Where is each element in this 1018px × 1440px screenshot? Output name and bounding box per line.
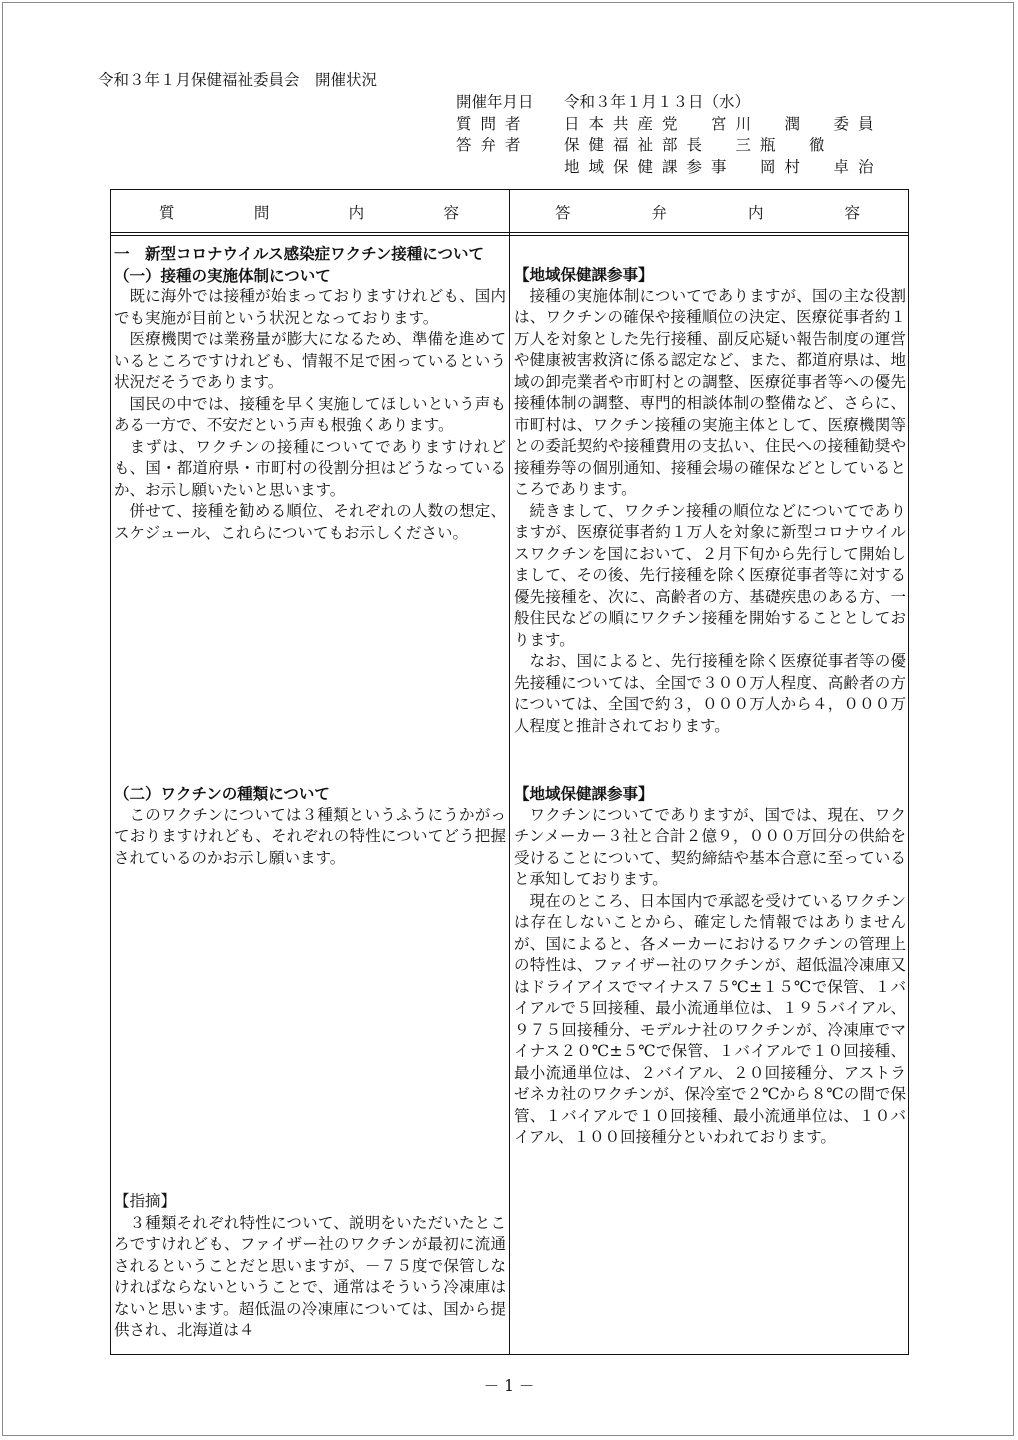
meta-date-value: 令和３年１月１３日（水） (564, 93, 751, 111)
point-section (114, 1191, 506, 1342)
meta-questioner-value: 日本共産党 宮川 潤 委員 (564, 114, 883, 133)
meeting-meta (456, 92, 883, 178)
question-paragraph: 国民の中では、接種を早く実施してほしいという声もある一方で、不安だという声も根強くあります。 (114, 394, 506, 434)
question-section-1 (114, 243, 506, 544)
answer-header-char: 答 (555, 204, 571, 222)
answer-header-char: 弁 (651, 204, 667, 222)
question-paragraph: このワクチンについては３種類というふうにうかがっておりますけれども、それぞれの特性についてどう把握されているのかお示し願います。 (114, 805, 506, 867)
meta-questioner (456, 114, 883, 136)
meta-questioner-label: 質問者 (456, 114, 530, 133)
sub1-title: （一）接種の実施体制について (114, 265, 331, 285)
ans2-title: 【地域保健課参事】 (514, 784, 654, 803)
answer-header-char: 内 (747, 204, 764, 222)
answer-paragraph: 現在のところ、日本国内で承認を受けているワクチンは存在しないことから、確定した情報ではありませんが、国によると、各メーカーにおけるワクチンの管理上の特性は、ファイザー社のワクチンが、超低温冷凍庫又はドライアイスでマイナス７５℃±１５℃で保管、１バイアルで５回接種、最小流通単位は、１９５バイアル、９７５回接種分、モデルナ社のワクチンが、冷凍庫でマイナス２０℃±５℃で保管、１バイアルで１０回接種、最小流通単位は、２バイアル、２０回接種分、アストラゼネカ社のワクチンが、保冷室で２℃から８℃の間で保管、１バイアルで１０回接種、最小流通単位は、１０バイアル、１００回接種分といわれております。 (514, 891, 906, 1146)
meta-respondent (456, 135, 883, 157)
question-column-header (159, 201, 459, 223)
meta-respondent-value: 保健福祉部長 三瓶 徹 (564, 136, 834, 154)
document-title: 令和３年１月保健福祉委員会 開催状況 (98, 71, 378, 89)
answer-section-2 (514, 783, 906, 1149)
question-header-char: 容 (443, 204, 459, 222)
answer-section-1 (514, 264, 906, 737)
answer-paragraph: 接種の実施体制についてでありますが、国の主な役割は、ワクチンの確保や接種順位の決定、医療従事者約１万人を対象とした先行接種、副反応疑い報告制度の運営や健康被害救済に係る認定など、また、都道府県は、地域の卸売業者や市町村との調整、医療従事者等への優先接種体制の調整、専門的相談体制の整備など、さらに、市町村は、ワクチン接種の実施主体として、医療機関等との委託契約や接種費用の支払い、住民への接種勧奨や接種券等の個別通知、接種会場の確保などとしているところであります。 (514, 286, 906, 498)
answer-paragraph: なお、国によると、先行接種を除く医療従事者等の優先接種については、全国で３００万人程度、高齢者の方については、全国で約３，０００万人から４，０００万人程度と推計されております。 (514, 652, 906, 735)
column-divider (509, 190, 510, 1354)
answer-paragraph: ワクチンについてでありますが、国では、現在、ワクチンメーカー３社と合計２億９，０００万回分の供給を受けることについて、契約締結や基本合意に至っていると承知しております。 (514, 805, 906, 888)
answer-header-char: 容 (844, 204, 860, 222)
meta-respondent-2-value: 地域保健課参事 岡村 卓治 (564, 157, 883, 176)
meta-date (456, 92, 883, 114)
point-title: 【指摘】 (114, 1192, 177, 1210)
sub2-title: （二）ワクチンの種類について (114, 784, 330, 803)
answer-column-header (555, 201, 860, 223)
question-paragraph: まずは、ワクチンの接種についてでありますけれども、国・都道府県・市町村の役割分担はどうなっているか、お示し願いたいと思います。 (114, 437, 506, 499)
header-separator (111, 232, 908, 233)
question-section-2 (114, 783, 506, 869)
page-number: － 1 － (483, 1377, 535, 1395)
ans1-title: 【地域保健課参事】 (514, 265, 654, 284)
meta-respondent-label: 答弁者 (456, 136, 530, 154)
question-header-char: 問 (253, 204, 270, 222)
header-separator-double (111, 235, 908, 236)
section-title: 一 新型コロナウイルス感染症ワクチン接種について (114, 244, 484, 263)
meta-date-label: 開催年月日 (456, 93, 534, 111)
question-paragraph: 医療機関では業務量が膨大になるため、準備を進めているところですけれども、情報不足で困っているという状況だそうであります。 (114, 330, 506, 391)
meta-respondent-2 (456, 157, 883, 179)
question-header-char: 内 (348, 204, 365, 222)
question-header-char: 質 (159, 204, 175, 222)
point-paragraph: ３種類それぞれ特性について、説明をいただいたところですけれども、ファイザー社のワクチンが最初に流通されるということだと思いますが、－７５度で保管しなければならないということで、通常はそういう冷凍庫はないと思います。超低温の冷凍庫については、国から提供され、北海道は４ (114, 1213, 506, 1339)
question-paragraph: 併せて、接種を勧める順位、それぞれの人数の想定、スケジュール、これらについてもお示しください。 (114, 502, 506, 542)
question-paragraph: 既に海外では接種が始まっておりますけれども、国内でも実施が目前という状況となっております。 (114, 287, 506, 327)
answer-paragraph: 続きまして、ワクチン接種の順位などについてでありますが、医療従事者約１万人を対象に新型コロナウイルスワクチンを国において、２月下旬から先行して開始しまして、その後、先行接種を除く医療従事者等に対する優先接種を、次に、高齢者の方、基礎疾患のある方、一般住民などの順にワクチン接種を開始することとしております。 (514, 501, 906, 649)
